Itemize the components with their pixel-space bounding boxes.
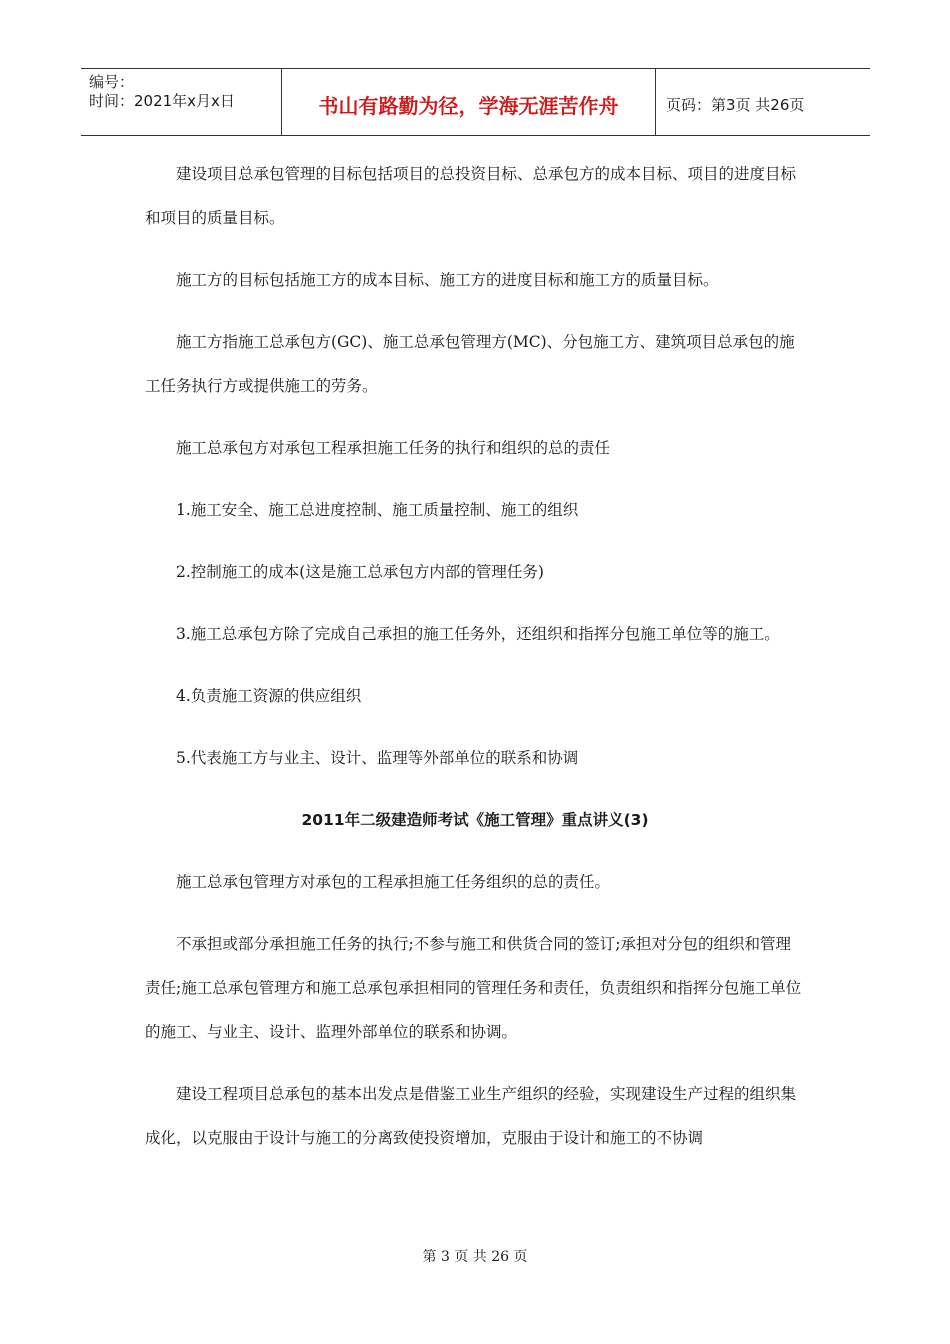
paragraph: 建设工程项目总承包的基本出发点是借鉴工业生产组织的经验，实现建设生产过程的组织集成化，以克服由于设计与施工的分离致使投资增加，克服由于设计和施工的不协调 xyxy=(145,1085,797,1147)
document-body xyxy=(145,152,805,1160)
list-item: 2.控制施工的成本(这是施工总承包方内部的管理任务) xyxy=(176,563,544,581)
paragraph: 不承担或部分承担施工任务的执行;不参与施工和供货合同的签订;承担对分包的组织和管理责任;施工总承包管理方和施工总承包承担相同的管理任务和责任，负责组织和指挥分包施工单位的施工、与业主、设计、监理外部单位的联系和协调。 xyxy=(145,935,802,1041)
header-meta xyxy=(81,69,282,135)
section-heading: 2011年二级建造师考试《施工管理》重点讲义(3) xyxy=(301,811,649,829)
list-item: 4.负责施工资源的供应组织 xyxy=(176,687,362,705)
number-label: 编号： xyxy=(89,73,135,91)
header-page-code: 页码：第3页 共26页 xyxy=(666,95,805,114)
paragraph: 施工总承包管理方对承包的工程承担施工任务组织的总的责任。 xyxy=(176,873,611,891)
paragraph: 施工方指施工总承包方(GC)、施工总承包管理方(MC)、分包施工方、建筑项目总承包的施工任务执行方或提供施工的劳务。 xyxy=(145,333,795,395)
header-motto: 书山有路勤为径，学海无涯苦作舟 xyxy=(282,69,656,135)
page-footer: 第 3 页 共 26 页 xyxy=(422,1249,528,1265)
paragraph: 施工总承包方对承包工程承担施工任务的执行和组织的总的责任 xyxy=(176,439,611,457)
time-label: 时间：2021年x月x日 xyxy=(89,92,235,110)
list-item: 3.施工总承包方除了完成自己承担的施工任务外，还组织和指挥分包施工单位等的施工。 xyxy=(176,625,780,643)
list-item: 5.代表施工方与业主、设计、监理等外部单位的联系和协调 xyxy=(176,749,579,767)
list-item: 1.施工安全、施工总进度控制、施工质量控制、施工的组织 xyxy=(176,501,579,519)
paragraph: 建设项目总承包管理的目标包括项目的总投资目标、总承包方的成本目标、项目的进度目标和项目的质量目标。 xyxy=(145,165,797,227)
page-header xyxy=(81,68,870,136)
paragraph: 施工方的目标包括施工方的成本目标、施工方的进度目标和施工方的质量目标。 xyxy=(176,271,719,289)
